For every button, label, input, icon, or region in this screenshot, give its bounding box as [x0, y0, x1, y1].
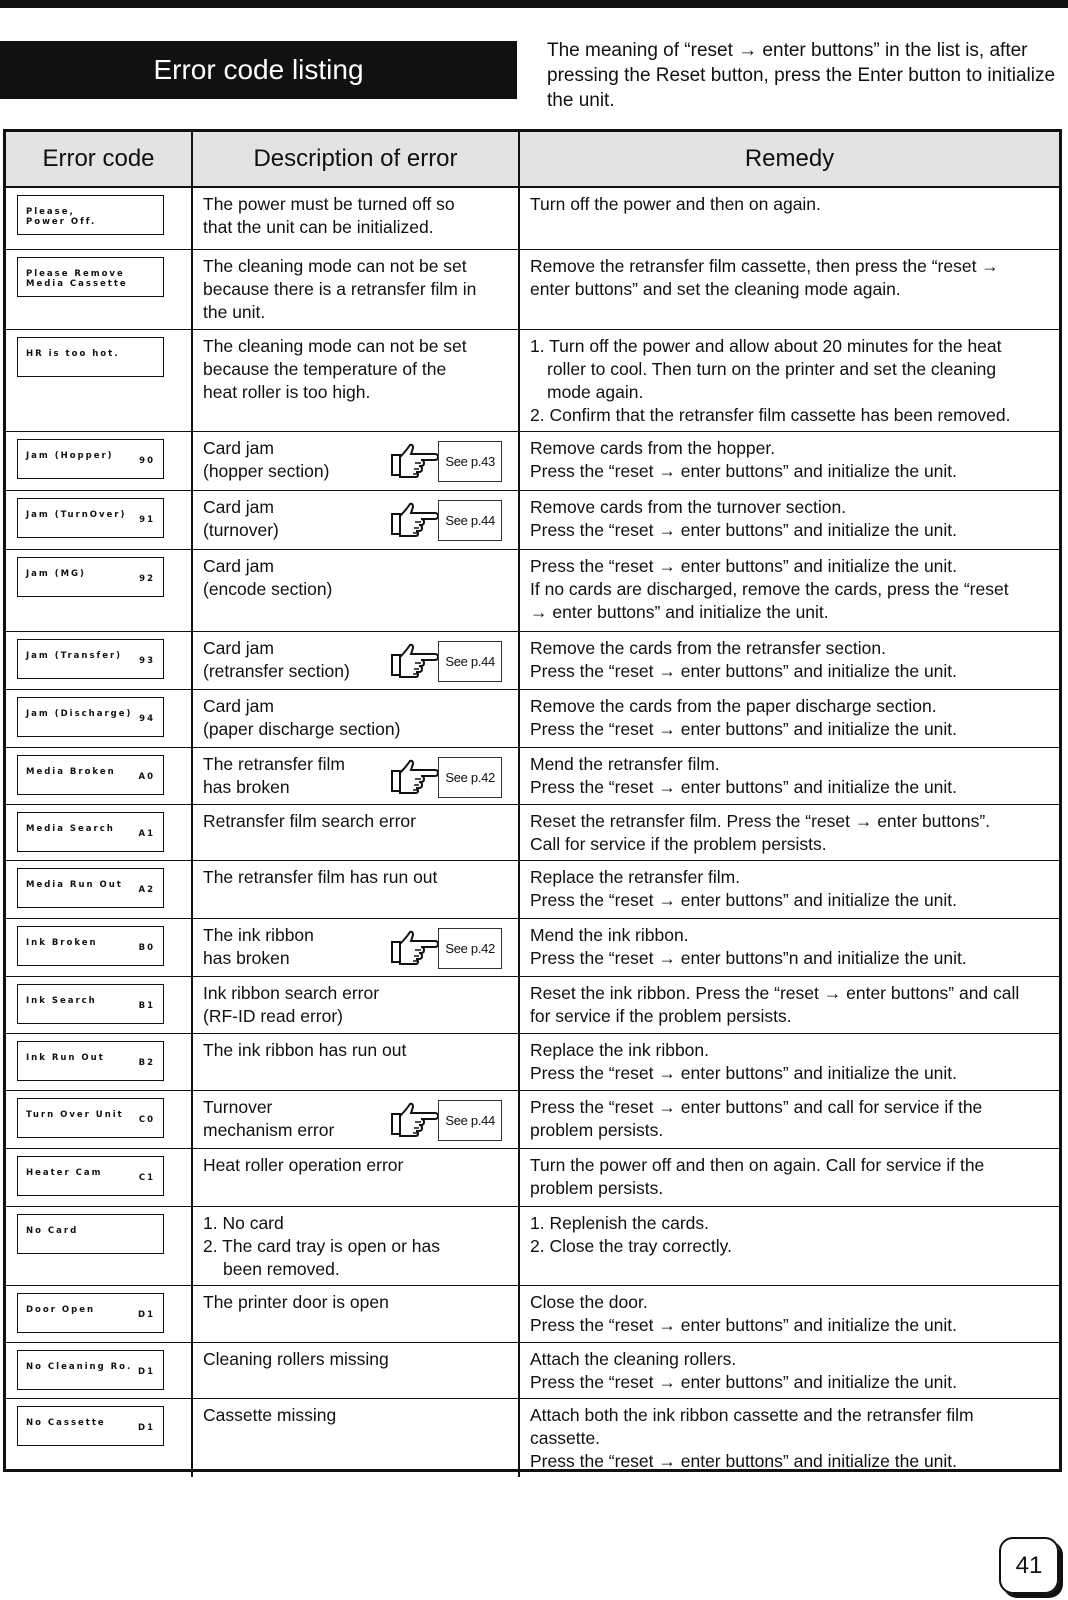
description-line: has broken [203, 776, 290, 797]
table-row [6, 490, 1059, 549]
description-cell [192, 1148, 519, 1206]
section-title: Error code listing [0, 41, 517, 99]
lcd-line-1: Media Broken [26, 766, 116, 777]
description-line: Cleaning rollers missing [203, 1348, 389, 1369]
remedy-line: Remove the retransfer film cassette, then press the “reset → [530, 255, 999, 276]
remedy-line: Reset the retransfer film. Press the “reset → enter buttons”. [530, 810, 991, 831]
table-row [6, 1342, 1059, 1398]
pointing-hand-icon [390, 643, 438, 679]
description-line: Card jam [203, 437, 274, 458]
description-cell [192, 976, 519, 1033]
table-row [6, 976, 1059, 1033]
description-line: The cleaning mode can not be set [203, 255, 467, 276]
remedy-line: roller to cool. Then turn on the printer and set the cleaning [547, 358, 997, 379]
error-code-cell [6, 329, 192, 431]
table-row [6, 1206, 1059, 1285]
description-content [203, 1404, 508, 1427]
table-row [6, 689, 1059, 747]
lcd-line-1: Jam (MG) [26, 568, 86, 579]
description-cell [192, 329, 519, 431]
remedy-line: cassette. [530, 1427, 601, 1448]
description-content [203, 193, 508, 239]
see-page-reference [390, 928, 502, 969]
see-page-label: See p.44 [438, 1100, 502, 1141]
lcd-code-number: A2 [138, 884, 155, 895]
top-rule [0, 0, 1068, 8]
remedy-line: Remove the cards from the retransfer section. [530, 637, 886, 658]
description-content [203, 753, 508, 799]
table-row [6, 747, 1059, 804]
lcd-code-number: D1 [138, 1422, 155, 1433]
see-page-label: See p.42 [438, 928, 502, 969]
remedy-line: Press the “reset → enter buttons” and initialize the unit. [530, 718, 958, 739]
description-line: (RF-ID read error) [203, 1005, 344, 1026]
description-content [203, 982, 508, 1028]
description-line: (paper discharge section) [203, 718, 401, 739]
lcd-code-number: C1 [138, 1172, 155, 1183]
lcd-line-1: Please, [26, 207, 75, 217]
description-cell [192, 1398, 519, 1477]
description-line: mechanism error [203, 1119, 335, 1140]
table-row [6, 1090, 1059, 1148]
lcd-display [17, 1041, 164, 1081]
error-code-cell [6, 804, 192, 860]
remedy-line: Remove the cards from the paper discharge section. [530, 695, 937, 716]
lcd-display [17, 498, 164, 538]
remedy-line: Remove cards from the hopper. [530, 437, 776, 458]
remedy-cell [519, 1148, 1059, 1206]
description-line: (hopper section) [203, 460, 330, 481]
lcd-display [17, 195, 164, 235]
lcd-line-1: Heater Cam [26, 1167, 103, 1178]
remedy-line: Mend the retransfer film. [530, 753, 720, 774]
lcd-code-number: B0 [138, 942, 155, 953]
remedy-line: 2. Close the tray correctly. [530, 1235, 732, 1256]
lcd-display [17, 812, 164, 852]
description-content [203, 695, 508, 741]
description-line: 2. The card tray is open or has [203, 1235, 441, 1256]
remedy-line: Attach both the ink ribbon cassette and the retransfer film [530, 1404, 974, 1425]
lcd-code-number: 90 [139, 455, 155, 466]
error-code-cell [6, 1206, 192, 1285]
description-content [203, 1291, 508, 1314]
lcd-display [17, 697, 164, 737]
lcd-line-1: Turn Over Unit [26, 1109, 124, 1120]
remedy-cell [519, 431, 1059, 490]
lcd-display [17, 337, 164, 377]
lcd-code-number: 92 [139, 573, 155, 584]
description-line: Ink ribbon search error [203, 982, 380, 1003]
error-code-cell [6, 1033, 192, 1090]
table-row [6, 329, 1059, 431]
description-content [203, 924, 508, 970]
remedy-line: Press the “reset → enter buttons” and initialize the unit. [530, 1450, 958, 1471]
description-line: The power must be turned off so [203, 194, 455, 214]
lcd-line-1: HR is too hot. [26, 348, 120, 359]
lcd-line-2: Media Cassette [26, 278, 128, 289]
remedy-line: Press the “reset → enter buttons” and initialize the unit. [530, 1314, 958, 1335]
description-line: heat roller is too high. [203, 381, 371, 402]
remedy-line: problem persists. [530, 1119, 664, 1140]
lcd-code-number: B2 [138, 1057, 155, 1068]
remedy-cell [519, 1090, 1059, 1148]
lcd-display [17, 755, 164, 795]
pointing-hand-icon [390, 759, 438, 795]
remedy-cell [519, 187, 1059, 249]
lcd-line-1: Jam (Hopper) [26, 450, 114, 461]
lcd-code-number: A1 [138, 828, 155, 839]
lcd-display [17, 257, 164, 297]
see-page-reference [390, 441, 502, 482]
remedy-cell [519, 1033, 1059, 1090]
remedy-cell [519, 490, 1059, 549]
lcd-display [17, 557, 164, 597]
remedy-cell [519, 918, 1059, 976]
description-line: The printer door is open [203, 1291, 389, 1312]
lcd-code-number: B1 [138, 1000, 155, 1011]
lcd-display [17, 1214, 164, 1254]
error-code-cell [6, 431, 192, 490]
description-content [203, 810, 508, 833]
description-cell [192, 187, 519, 249]
table-row [6, 1398, 1059, 1477]
lcd-code-number: A0 [138, 771, 155, 782]
description-line: The cleaning mode can not be set [203, 335, 467, 356]
remedy-line: Press the “reset → enter buttons” and initialize the unit. [530, 519, 958, 540]
description-line: 1. No card [203, 1212, 284, 1233]
remedy-cell [519, 329, 1059, 431]
remedy-line: 2. Confirm that the retransfer film cassette has been removed. [530, 404, 1011, 425]
remedy-line: Press the “reset → enter buttons” and initialize the unit. [530, 555, 958, 576]
table-row [6, 249, 1059, 329]
error-code-cell [6, 747, 192, 804]
lcd-line-1: Ink Run Out [26, 1052, 105, 1063]
description-cell [192, 1206, 519, 1285]
remedy-line: If no cards are discharged, remove the cards, press the “reset [530, 578, 1009, 599]
description-line: (retransfer section) [203, 660, 350, 681]
remedy-line: Press the “reset → enter buttons” and initialize the unit. [530, 1371, 958, 1392]
description-line: the unit. [203, 301, 266, 322]
see-page-reference [390, 757, 502, 798]
error-code-cell [6, 976, 192, 1033]
lcd-display [17, 1406, 164, 1446]
pointing-hand-icon [390, 1102, 438, 1138]
remedy-line: Turn the power off and then on again. Call for service if the [530, 1154, 985, 1175]
lcd-line-1: Please Remove [26, 268, 125, 279]
table-row [6, 431, 1059, 490]
table-row [6, 1148, 1059, 1206]
error-code-cell [6, 918, 192, 976]
description-content [203, 1348, 508, 1371]
description-line: has broken [203, 947, 290, 968]
remedy-line: Reset the ink ribbon. Press the “reset → enter buttons” and call [530, 982, 1020, 1003]
remedy-cell [519, 1206, 1059, 1285]
lcd-code-number: 91 [139, 514, 155, 525]
description-content [203, 496, 508, 542]
lcd-display [17, 984, 164, 1024]
remedy-line: Press the “reset → enter buttons” and initialize the unit. [530, 1062, 958, 1083]
description-content [203, 1039, 508, 1062]
remedy-line: problem persists. [530, 1177, 664, 1198]
error-code-cell [6, 1398, 192, 1477]
remedy-line: Replace the ink ribbon. [530, 1039, 709, 1060]
see-page-reference [390, 641, 502, 682]
error-code-cell [6, 860, 192, 918]
remedy-line: 1. Turn off the power and allow about 20 minutes for the heat [530, 335, 1002, 356]
table-row [6, 804, 1059, 860]
pointing-hand-icon [390, 930, 438, 966]
lcd-display [17, 868, 164, 908]
lcd-line-1: Ink Broken [26, 937, 98, 948]
description-cell [192, 1342, 519, 1398]
remedy-cell [519, 976, 1059, 1033]
pointing-hand-icon [390, 443, 438, 479]
lcd-display [17, 639, 164, 679]
remedy-line: Press the “reset → enter buttons” and initialize the unit. [530, 660, 958, 681]
remedy-cell [519, 631, 1059, 689]
description-content [203, 555, 508, 601]
header-remedy: Remedy [519, 132, 1059, 187]
description-content [203, 1096, 508, 1142]
error-code-cell [6, 549, 192, 631]
lcd-line-1: Ink Search [26, 995, 97, 1006]
description-line: (encode section) [203, 578, 333, 599]
lcd-line-1: No Cleaning Ro. [26, 1361, 133, 1372]
remedy-cell [519, 860, 1059, 918]
table-body [6, 187, 1059, 1477]
lcd-line-1: Door Open [26, 1304, 96, 1315]
remedy-line: Press the “reset → enter buttons” and call for service if the [530, 1096, 983, 1117]
description-cell [192, 689, 519, 747]
description-line: The ink ribbon has run out [203, 1039, 407, 1060]
lcd-display [17, 1293, 164, 1333]
description-line: been removed. [223, 1258, 340, 1279]
see-page-label: See p.43 [438, 441, 502, 482]
description-line: Cassette missing [203, 1404, 337, 1425]
description-cell [192, 431, 519, 490]
lcd-line-1: Jam (TurnOver) [26, 509, 127, 520]
description-line: Card jam [203, 496, 274, 517]
error-code-cell [6, 1285, 192, 1342]
lcd-display [17, 1098, 164, 1138]
remedy-line: Remove cards from the turnover section. [530, 496, 847, 517]
table-row [6, 631, 1059, 689]
description-cell [192, 490, 519, 549]
remedy-line: enter buttons” and set the cleaning mode again. [530, 278, 901, 299]
lcd-code-number: D1 [138, 1309, 155, 1320]
description-content [203, 866, 508, 889]
table-row [6, 1033, 1059, 1090]
lcd-line-1: Media Search [26, 823, 115, 834]
description-line: Turnover [203, 1096, 273, 1117]
description-content [203, 1154, 508, 1177]
description-cell [192, 549, 519, 631]
description-line: The retransfer film has run out [203, 866, 438, 887]
lcd-line-1: No Card [26, 1225, 79, 1236]
lcd-code-number: D1 [138, 1366, 155, 1377]
description-cell [192, 860, 519, 918]
remedy-line: 1. Replenish the cards. [530, 1212, 709, 1233]
lcd-line-1: Media Run Out [26, 879, 123, 890]
lcd-display [17, 1156, 164, 1196]
description-content [203, 637, 508, 683]
intro-text: The meaning of “reset → enter buttons” in the list is, after pressing the Reset button, press the Enter button to initialize the unit. [547, 40, 1056, 111]
error-code-cell [6, 490, 192, 549]
lcd-line-1: Jam (Transfer) [26, 650, 123, 661]
see-page-label: See p.42 [438, 757, 502, 798]
error-code-cell [6, 187, 192, 249]
remedy-line: Call for service if the problem persists. [530, 833, 827, 854]
description-content [203, 437, 508, 483]
pointing-hand-icon [390, 502, 438, 538]
header-error-code: Error code [6, 132, 192, 187]
remedy-line: Turn off the power and then on again. [530, 194, 821, 214]
table-row [6, 918, 1059, 976]
lcd-display [17, 439, 164, 479]
lcd-line-1: Jam (Discharge) [26, 708, 133, 719]
error-code-cell [6, 1342, 192, 1398]
description-line: because the temperature of the [203, 358, 447, 379]
remedy-line: → enter buttons” and initialize the unit. [530, 601, 829, 622]
description-cell [192, 249, 519, 329]
description-line: Retransfer film search error [203, 810, 416, 831]
description-content [203, 255, 508, 324]
description-line: because there is a retransfer film in [203, 278, 477, 299]
description-line: The retransfer film [203, 753, 345, 774]
description-line: The ink ribbon [203, 924, 314, 945]
error-code-cell [6, 249, 192, 329]
table-row [6, 1285, 1059, 1342]
remedy-cell [519, 1285, 1059, 1342]
lcd-display [17, 926, 164, 966]
error-table [3, 129, 1062, 1472]
lcd-display [17, 1350, 164, 1390]
description-cell [192, 1033, 519, 1090]
remedy-line: for service if the problem persists. [530, 1005, 792, 1026]
description-content [203, 335, 508, 404]
see-page-label: See p.44 [438, 641, 502, 682]
remedy-cell [519, 549, 1059, 631]
description-cell [192, 918, 519, 976]
see-page-reference [390, 1100, 502, 1141]
lcd-line-2: Power Off. [26, 217, 97, 227]
remedy-line: Replace the retransfer film. [530, 866, 741, 887]
remedy-line: Press the “reset → enter buttons” and initialize the unit. [530, 460, 958, 481]
error-code-cell [6, 631, 192, 689]
error-code-cell [6, 689, 192, 747]
description-line: Card jam [203, 695, 274, 716]
see-page-label: See p.44 [438, 500, 502, 541]
remedy-line: Press the “reset → enter buttons”n and initialize the unit. [530, 947, 967, 968]
description-line: Card jam [203, 555, 274, 576]
table-row [6, 860, 1059, 918]
remedy-cell [519, 747, 1059, 804]
lcd-code-number: 94 [139, 713, 155, 724]
description-cell [192, 747, 519, 804]
table-row [6, 187, 1059, 249]
lcd-line-1: No Cassette [26, 1417, 106, 1428]
remedy-line: Attach the cleaning rollers. [530, 1348, 737, 1369]
remedy-line: mode again. [547, 381, 644, 402]
remedy-cell [519, 1398, 1059, 1477]
remedy-cell [519, 1342, 1059, 1398]
description-cell [192, 1285, 519, 1342]
remedy-line: Mend the ink ribbon. [530, 924, 689, 945]
error-code-cell [6, 1148, 192, 1206]
description-line: Card jam [203, 637, 274, 658]
description-line: (turnover) [203, 519, 279, 540]
see-page-reference [390, 500, 502, 541]
remedy-line: Close the door. [530, 1291, 648, 1312]
description-content [203, 1212, 508, 1281]
remedy-line: Press the “reset → enter buttons” and initialize the unit. [530, 776, 958, 797]
description-cell [192, 1090, 519, 1148]
description-line: Heat roller operation error [203, 1154, 404, 1175]
table-row [6, 549, 1059, 631]
remedy-cell [519, 804, 1059, 860]
header-description: Description of error [192, 132, 519, 187]
lcd-code-number: 93 [139, 655, 155, 666]
error-code-cell [6, 1090, 192, 1148]
remedy-line: Press the “reset → enter buttons” and initialize the unit. [530, 889, 958, 910]
page-number: 41 [999, 1537, 1059, 1594]
remedy-cell [519, 689, 1059, 747]
description-cell [192, 804, 519, 860]
description-cell [192, 631, 519, 689]
remedy-cell [519, 249, 1059, 329]
description-line: that the unit can be initialized. [203, 217, 434, 237]
lcd-code-number: C0 [138, 1114, 155, 1125]
table-header-row [6, 132, 1059, 187]
